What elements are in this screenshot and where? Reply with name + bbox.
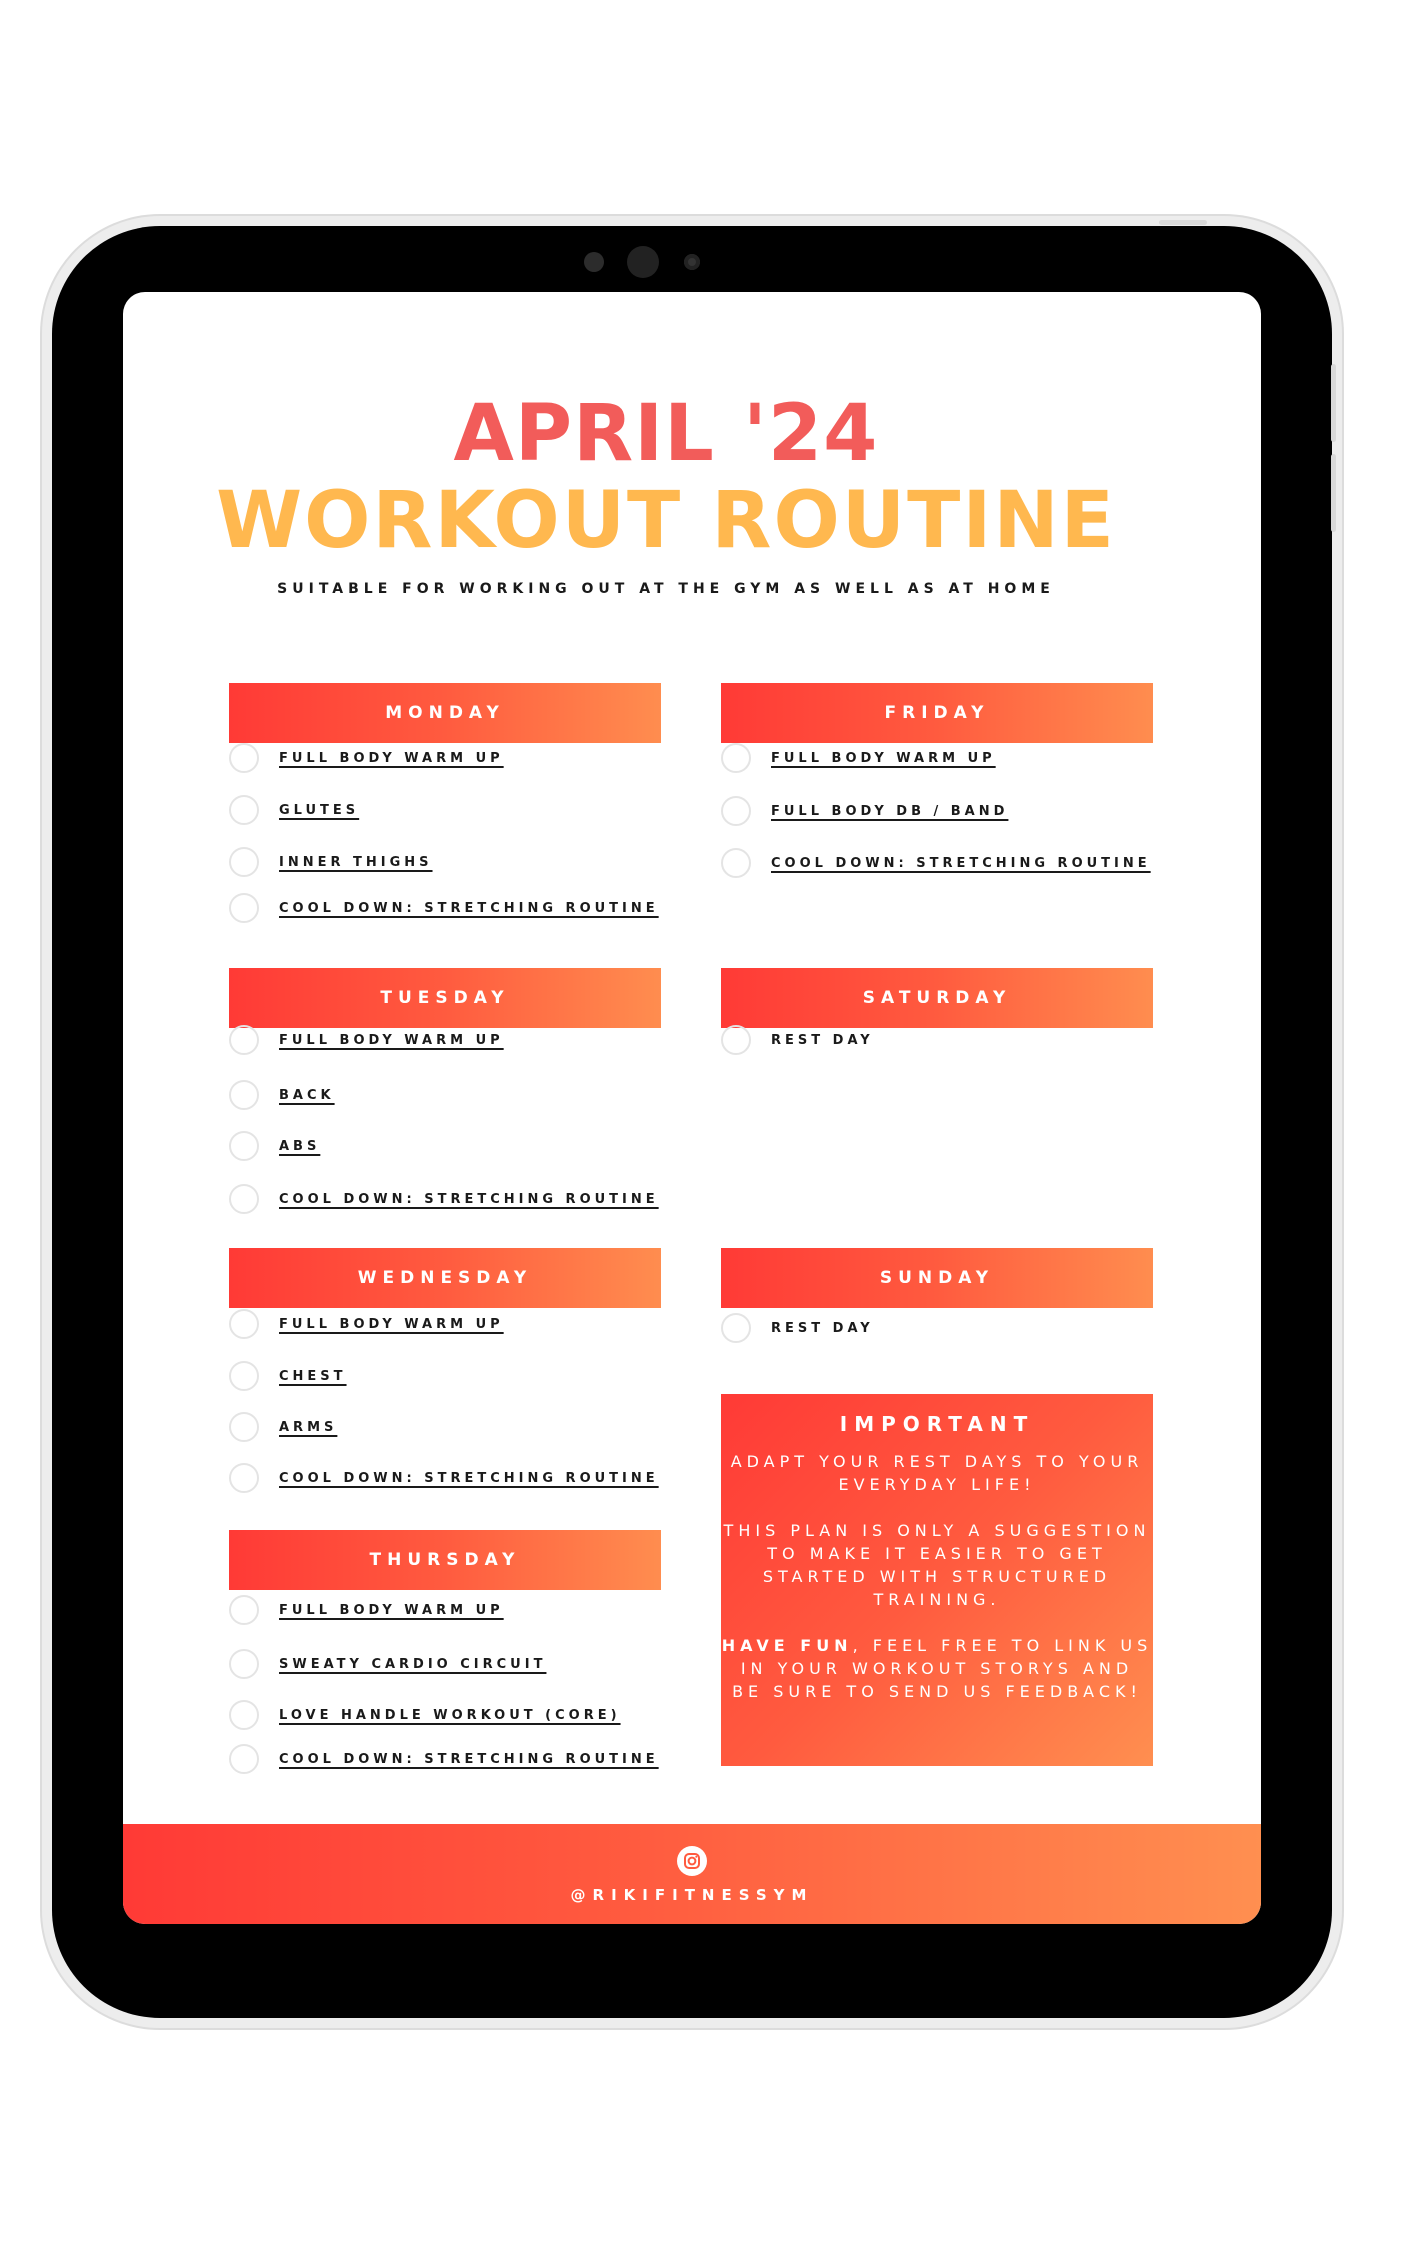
checkbox[interactable] bbox=[229, 1131, 259, 1161]
task-label[interactable]: LOVE HANDLE WORKOUT (CORE) bbox=[279, 1707, 621, 1723]
task-label[interactable]: FULL BODY WARM UP bbox=[279, 1602, 504, 1618]
footer-bar bbox=[123, 1824, 1261, 1924]
day-header-friday: FRIDAY bbox=[721, 683, 1153, 743]
task-item[interactable] bbox=[721, 793, 1008, 829]
task-label[interactable]: COOL DOWN: STRETCHING ROUTINE bbox=[279, 1751, 659, 1767]
checkbox[interactable] bbox=[721, 1313, 751, 1343]
day-header-sunday: SUNDAY bbox=[721, 1248, 1153, 1308]
task-label: REST DAY bbox=[771, 1320, 874, 1336]
task-label[interactable]: SWEATY CARDIO CIRCUIT bbox=[279, 1656, 547, 1672]
task-item[interactable] bbox=[229, 1077, 335, 1113]
task-label[interactable]: INNER THIGHS bbox=[279, 854, 433, 870]
day-header-tuesday: TUESDAY bbox=[229, 968, 661, 1028]
instagram-icon[interactable] bbox=[677, 1846, 707, 1876]
checkbox[interactable] bbox=[229, 893, 259, 923]
important-text-rest: , FEEL FREE TO LINK US IN YOUR WORKOUT STORYS AND BE SURE TO SEND US FEEDBACK! bbox=[732, 1636, 1153, 1701]
task-label[interactable]: BACK bbox=[279, 1087, 335, 1103]
task-label[interactable]: CHEST bbox=[279, 1368, 347, 1384]
task-label[interactable]: GLUTES bbox=[279, 802, 360, 818]
task-item[interactable] bbox=[229, 1128, 320, 1164]
day-header-monday: MONDAY bbox=[229, 683, 661, 743]
task-item[interactable] bbox=[229, 1646, 546, 1682]
task-item[interactable] bbox=[229, 792, 359, 828]
task-item[interactable] bbox=[229, 1697, 621, 1733]
task-label[interactable]: ABS bbox=[279, 1138, 321, 1154]
day-header-wednesday: WEDNESDAY bbox=[229, 1248, 661, 1308]
task-item[interactable] bbox=[229, 1022, 504, 1058]
task-item[interactable] bbox=[229, 1592, 504, 1628]
important-text bbox=[721, 1634, 1153, 1703]
task-item[interactable] bbox=[229, 1409, 337, 1445]
power-button bbox=[1159, 220, 1207, 225]
checkbox[interactable] bbox=[721, 743, 751, 773]
checkbox[interactable] bbox=[229, 1649, 259, 1679]
task-label[interactable]: ARMS bbox=[279, 1419, 338, 1435]
task-label[interactable]: FULL BODY WARM UP bbox=[771, 750, 996, 766]
task-label: REST DAY bbox=[771, 1032, 874, 1048]
checkbox[interactable] bbox=[721, 1025, 751, 1055]
task-item[interactable] bbox=[229, 1460, 659, 1496]
important-title: IMPORTANT bbox=[839, 1412, 1035, 1436]
task-item[interactable] bbox=[229, 844, 433, 880]
task-label[interactable]: FULL BODY WARM UP bbox=[279, 1316, 504, 1332]
tablet-screen bbox=[123, 292, 1261, 1924]
checkbox[interactable] bbox=[721, 796, 751, 826]
task-item[interactable] bbox=[229, 1358, 347, 1394]
important-text: ADAPT YOUR REST DAYS TO YOUR EVERYDAY LIFE! bbox=[730, 1452, 1144, 1494]
important-highlight: HAVE FUN bbox=[721, 1636, 853, 1655]
checkbox[interactable] bbox=[229, 1700, 259, 1730]
task-label[interactable]: COOL DOWN: STRETCHING ROUTINE bbox=[279, 1191, 659, 1207]
task-item[interactable] bbox=[229, 1741, 659, 1777]
important-text: THIS PLAN IS ONLY A SUGGESTION TO MAKE IT EASIER TO GET STARTED WITH STRUCTURED TRAINING. bbox=[723, 1521, 1151, 1609]
checkbox[interactable] bbox=[229, 847, 259, 877]
day-header-saturday: SATURDAY bbox=[721, 968, 1153, 1028]
task-item[interactable] bbox=[229, 1181, 659, 1217]
checkbox[interactable] bbox=[721, 848, 751, 878]
task-item[interactable] bbox=[229, 740, 504, 776]
checkbox[interactable] bbox=[229, 1025, 259, 1055]
checkbox[interactable] bbox=[229, 1361, 259, 1391]
page-title-month: APRIL '24 bbox=[453, 389, 879, 479]
task-item[interactable] bbox=[721, 740, 996, 776]
important-note bbox=[721, 1394, 1153, 1766]
camera-lens-icon bbox=[684, 254, 700, 270]
task-item[interactable] bbox=[721, 1310, 874, 1346]
checkbox[interactable] bbox=[229, 1744, 259, 1774]
page-subtitle: SUITABLE FOR WORKING OUT AT THE GYM AS WELL AS AT HOME bbox=[277, 581, 1055, 597]
checkbox[interactable] bbox=[229, 1184, 259, 1214]
task-label[interactable]: COOL DOWN: STRETCHING ROUTINE bbox=[279, 1470, 659, 1486]
day-header-thursday: THURSDAY bbox=[229, 1530, 661, 1590]
checkbox[interactable] bbox=[229, 795, 259, 825]
task-label[interactable]: COOL DOWN: STRETCHING ROUTINE bbox=[279, 900, 659, 916]
volume-down-button bbox=[1331, 454, 1336, 532]
volume-up-button bbox=[1331, 364, 1336, 442]
task-label[interactable]: FULL BODY WARM UP bbox=[279, 750, 504, 766]
checkbox[interactable] bbox=[229, 1080, 259, 1110]
checkbox[interactable] bbox=[229, 1309, 259, 1339]
task-item[interactable] bbox=[721, 845, 1151, 881]
social-handle[interactable]: @RIKIFITNESSYM bbox=[570, 1886, 814, 1904]
checkbox[interactable] bbox=[229, 1463, 259, 1493]
task-label[interactable]: FULL BODY WARM UP bbox=[279, 1032, 504, 1048]
task-item[interactable] bbox=[229, 1306, 504, 1342]
task-label[interactable]: FULL BODY DB / BAND bbox=[771, 803, 1009, 819]
checkbox[interactable] bbox=[229, 1412, 259, 1442]
camera-icon bbox=[627, 246, 659, 278]
checkbox[interactable] bbox=[229, 1595, 259, 1625]
page-title: WORKOUT ROUTINE bbox=[216, 476, 1116, 566]
task-item[interactable] bbox=[229, 890, 659, 926]
task-item[interactable] bbox=[721, 1022, 874, 1058]
checkbox[interactable] bbox=[229, 743, 259, 773]
sensor-icon bbox=[584, 252, 604, 272]
task-label[interactable]: COOL DOWN: STRETCHING ROUTINE bbox=[771, 855, 1151, 871]
